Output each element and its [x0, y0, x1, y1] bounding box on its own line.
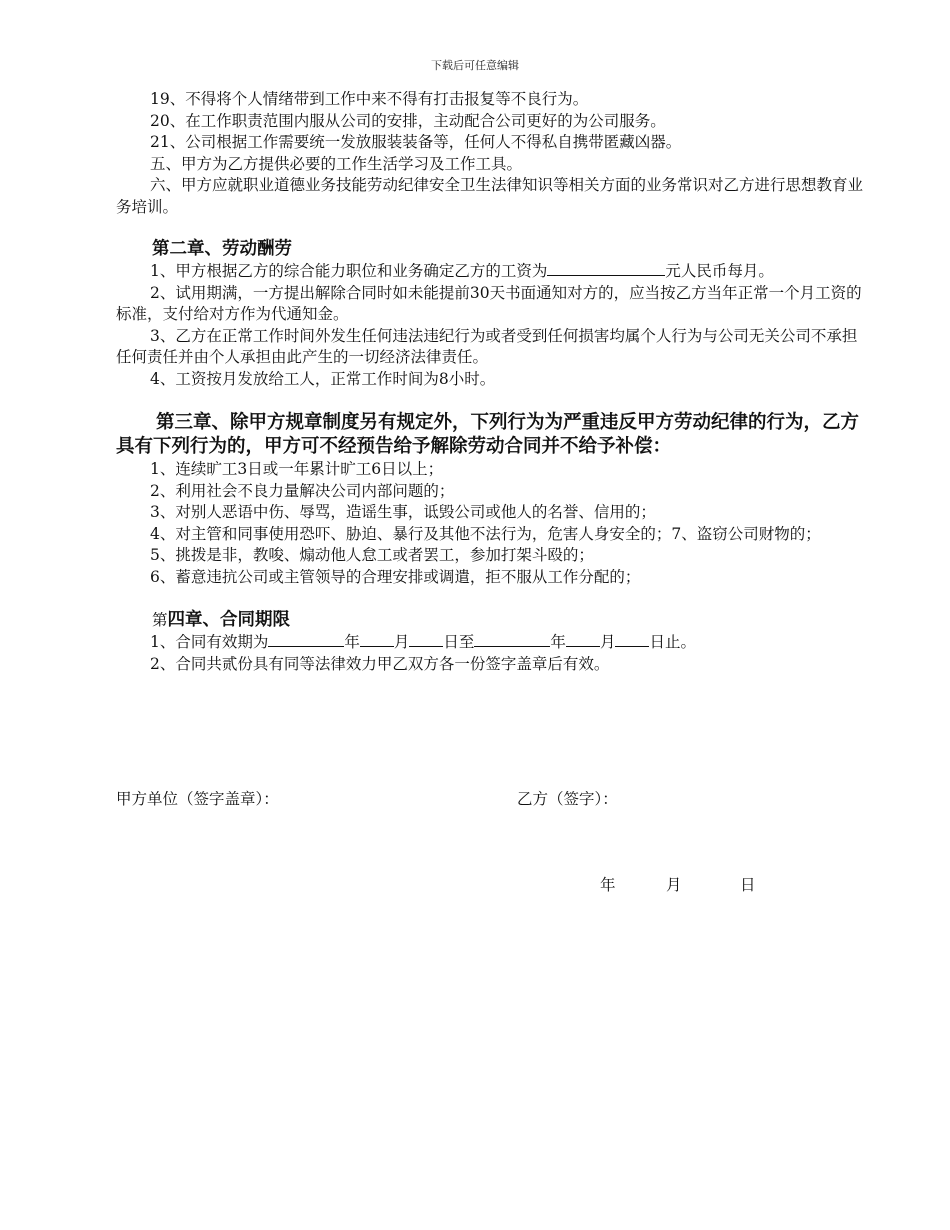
- start-month-label: 月: [393, 633, 410, 651]
- start-day-label: 日至: [443, 633, 475, 651]
- chapter3-item3: 3、对别人恶语中伤、辱骂，造谣生事，诋毁公司或他人的名誉、信用的；: [150, 503, 656, 521]
- chapter4-title: [116, 608, 868, 632]
- date-year: 年: [600, 876, 616, 894]
- clause-5: 五、甲方为乙方提供必要的工作生活学习及工作工具。: [150, 154, 523, 173]
- clause-6: 六、甲方应就职业道德业务技能劳动纪律安全卫生法律知识等相关方面的业务常识对乙方进行思想教育业务培训。: [116, 176, 864, 216]
- party-b-signature: 乙方（签字）：: [517, 790, 618, 808]
- end-year-blank: [474, 632, 550, 647]
- clause-21: 21、公司根据工作需要统一发放服装装备等，任何人不得私自携带匿藏凶器。: [150, 133, 682, 151]
- end-month-label: 月: [599, 633, 616, 651]
- chapter2-item1: [116, 261, 868, 283]
- chapter3-item6: 6、蓄意违抗公司或主管领导的合理安排或调遣，拒不服从工作分配的；: [150, 567, 641, 586]
- end-year-label: 年: [550, 633, 566, 651]
- start-year-blank: [268, 632, 344, 647]
- chapter3-item2: 2、利用社会不良力量解决公司内部问题的；: [150, 481, 455, 500]
- chapter3-item5: 5、挑拨是非，教唆、煽动他人怠工或者罢工，参加打架斗殴的；: [150, 546, 594, 564]
- term-label: 1、合同有效期为: [150, 633, 269, 651]
- chapter4-item2: 2、合同共贰份具有同等法律效力甲乙双方各一份签字盖章后有效。: [150, 654, 610, 673]
- chapter2-item1-suffix: 元人民币每月。: [665, 262, 774, 280]
- start-day-blank: [409, 632, 443, 647]
- start-month-blank: [360, 632, 394, 647]
- chapter3-title: 第三章、除甲方规章制度另有规定外，下列行为为严重违反甲方劳动纪律的行为，乙方具有下列行为的，甲方可不经预告给予解除劳动合同并不给予补偿：: [116, 412, 860, 457]
- chapter2-item2: 2、试用期满，一方提出解除合同时如未能提前30天书面通知对方的，应当按乙方当年正常一个月工资的标准，支付给对方作为代通知金。: [116, 283, 862, 323]
- start-year-label: 年: [344, 633, 360, 651]
- end-day-blank: [615, 632, 649, 647]
- date-month: 月: [666, 876, 682, 894]
- chapter2-title: 第二章、劳动酬劳: [152, 239, 292, 259]
- chapter4-title-prefix: 第: [152, 611, 168, 629]
- chapter2-item4: 4、工资按月发放给工人，正常工作时间为8小时。: [150, 369, 496, 388]
- salary-blank: [547, 261, 665, 276]
- chapter2-item1-text: 1、甲方根据乙方的综合能力职位和业务确定乙方的工资为: [150, 262, 548, 280]
- end-month-blank: [566, 632, 600, 647]
- end-day-label: 日止。: [649, 633, 696, 651]
- chapter3-item1: 1、连续旷工3日或一年累计旷工6日以上；: [150, 460, 444, 478]
- document-body: [116, 89, 868, 675]
- chapter2-item3: 3、乙方在正常工作时间外发生任何违法违纪行为或者受到任何损害均属个人行为与公司无关公司不承担任何责任并由个人承担由此产生的一切经济法律责任。: [116, 326, 858, 366]
- clause-20: 20、在工作职责范围内服从公司的安排，主动配合公司更好的为公司服务。: [150, 111, 666, 130]
- chapter4-title-text: 四章、合同期限: [167, 610, 291, 630]
- party-a-signature: 甲方单位（签字盖章）：: [116, 790, 279, 808]
- chapter4-item1: [116, 632, 868, 654]
- date-day: 日: [740, 876, 756, 894]
- chapter3-item4: 4、对主管和同事使用恐吓、胁迫、暴行及其他不法行为，危害人身安全的；7、盗窃公司财物的；: [150, 524, 821, 543]
- page-header: 下载后可任意编辑: [431, 59, 519, 72]
- clause-19: 19、不得将个人情绪带到工作中来不得有打击报复等不良行为。: [150, 90, 589, 108]
